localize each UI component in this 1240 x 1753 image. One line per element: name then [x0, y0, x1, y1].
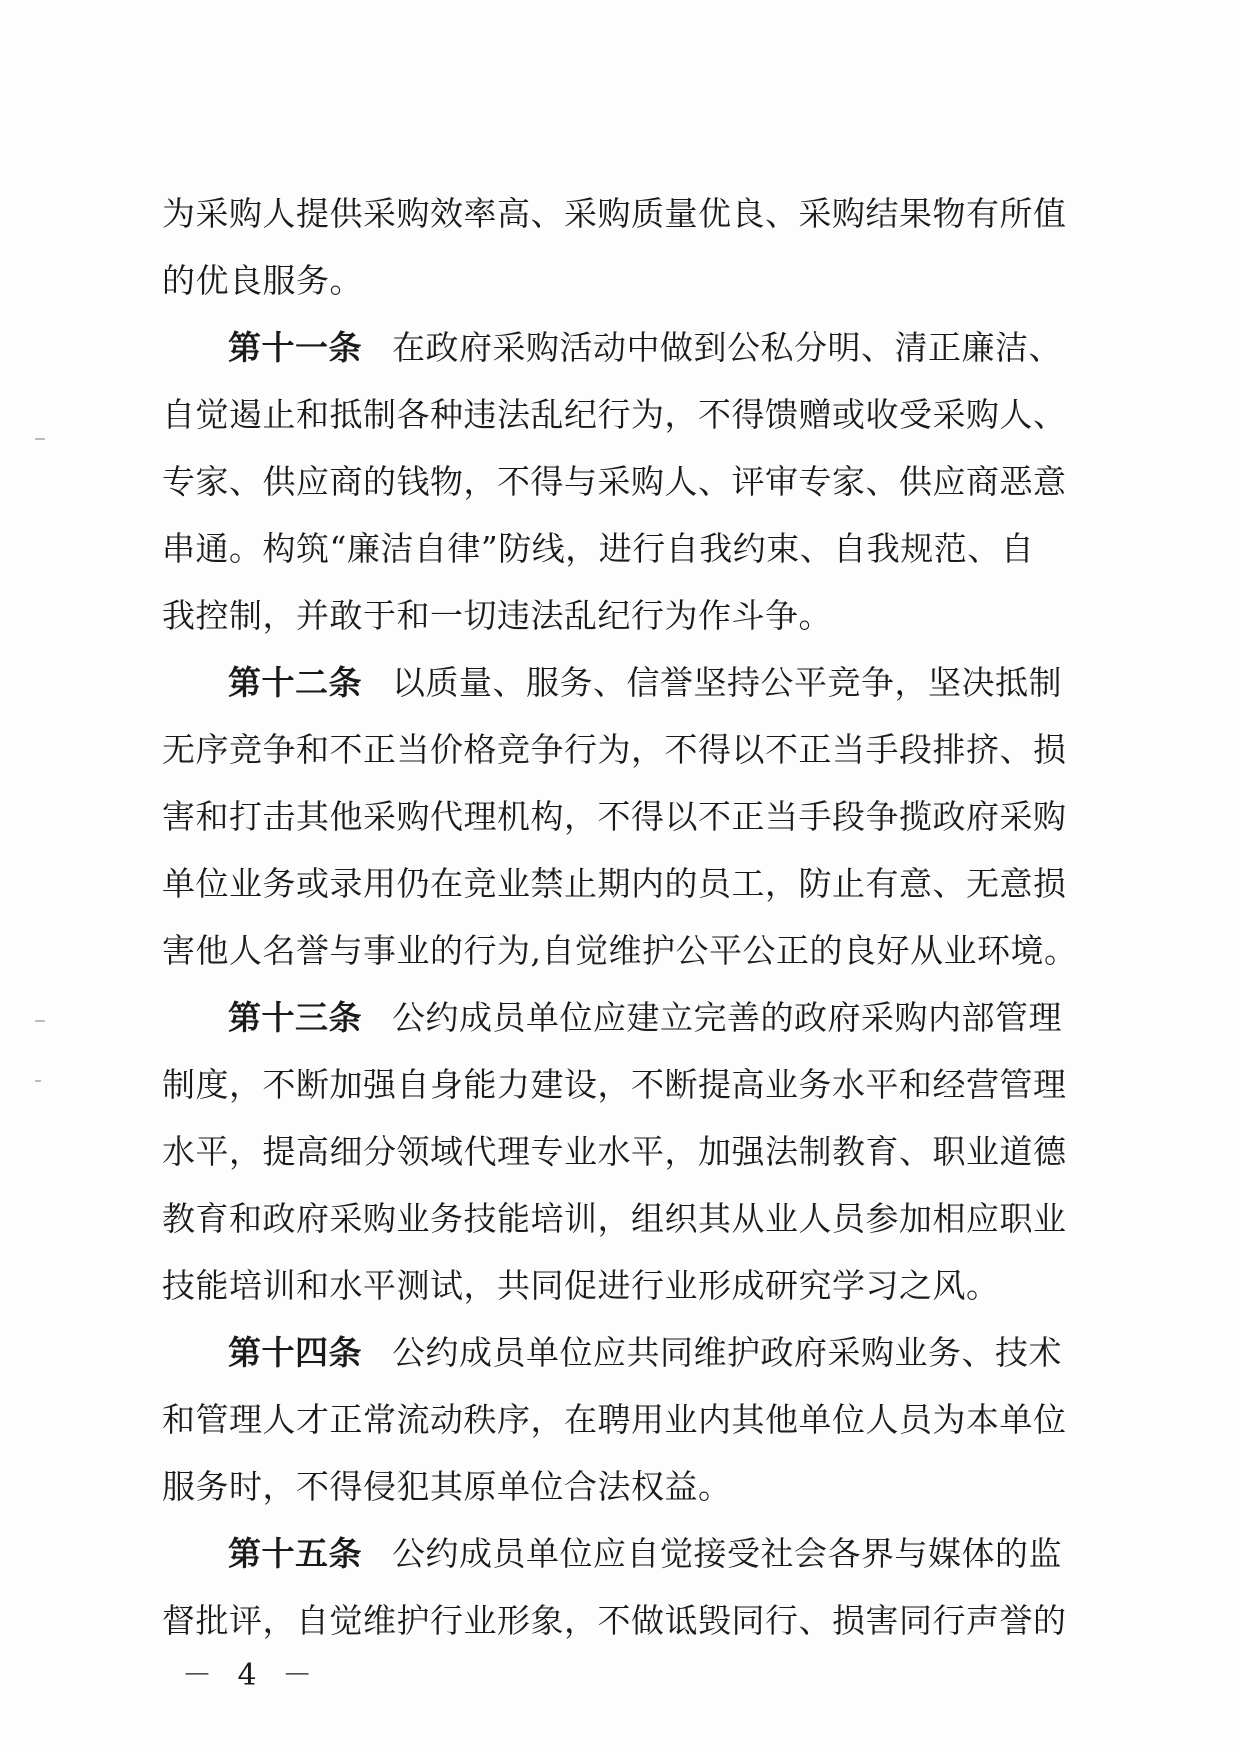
page-number: － 4 －: [182, 1658, 321, 1693]
line-text: 在政府采购活动中做到公私分明、清正廉洁、: [392, 328, 1062, 367]
article-first-line: [162, 314, 1072, 381]
line-text: 的优良服务。: [162, 261, 363, 300]
line-text: 公约成员单位应自觉接受社会各界与媒体的监: [392, 1534, 1062, 1573]
line-text: 害和打击其他采购代理机构，不得以不正当手段争揽政府采购: [162, 797, 1067, 836]
line-text: 无序竞争和不正当价格竞争行为，不得以不正当手段排挤、损: [162, 730, 1067, 769]
line-text: 为采购人提供采购效率高、采购质量优良、采购结果物有所值: [162, 194, 1067, 233]
text-line: [162, 1587, 1072, 1654]
text-line: [162, 247, 1072, 314]
scan-speck: [35, 1020, 45, 1022]
text-line: [162, 1051, 1072, 1118]
line-text: 督批评，自觉维护行业形象，不做诋毁同行、损害同行声誉的: [162, 1601, 1067, 1640]
document-body: [162, 180, 1078, 1654]
text-line: [162, 515, 1072, 582]
text-line: [162, 1252, 1072, 1319]
line-text: 制度，不断加强自身能力建设，不断提高业务水平和经营管理: [162, 1065, 1067, 1104]
text-line: [162, 783, 1072, 850]
line-text: 教育和政府采购业务技能培训，组织其从业人员参加相应职业: [162, 1199, 1067, 1238]
text-line: [162, 180, 1072, 247]
line-text: 公约成员单位应建立完善的政府采购内部管理: [392, 998, 1062, 1037]
line-text: 技能培训和水平测试，共同促进行业形成研究学习之风。: [162, 1266, 1000, 1305]
line-text: 单位业务或录用仍在竞业禁止期内的员工，防止有意、无意损: [162, 864, 1067, 903]
text-line: [162, 1118, 1072, 1185]
line-text: 专家、供应商的钱物，不得与采购人、评审专家、供应商恶意: [162, 462, 1067, 501]
article-number: 第十二条: [228, 663, 362, 702]
text-line: [162, 381, 1072, 448]
article-first-line: [162, 1520, 1072, 1587]
text-line: [162, 1386, 1072, 1453]
text-line: [162, 582, 1072, 649]
text-line: [162, 1185, 1072, 1252]
scan-speck: [35, 1080, 41, 1082]
article-number: 第十四条: [228, 1333, 362, 1372]
text-line: [162, 850, 1072, 917]
line-text: 公约成员单位应共同维护政府采购业务、技术: [392, 1333, 1062, 1372]
text-line: [162, 917, 1078, 984]
line-text: 服务时，不得侵犯其原单位合法权益。: [162, 1467, 732, 1506]
article-first-line: [162, 1319, 1072, 1386]
line-text: 自觉遏止和抵制各种违法乱纪行为，不得馈赠或收受采购人、: [162, 395, 1067, 434]
article-first-line: [162, 649, 1072, 716]
article-first-line: [162, 984, 1072, 1051]
text-line: [162, 1453, 1072, 1520]
article-number: 第十三条: [228, 998, 362, 1037]
scan-speck: [35, 438, 45, 440]
article-number: 第十五条: [228, 1534, 362, 1573]
text-line: [162, 716, 1072, 783]
line-text: 水平，提高细分领域代理专业水平，加强法制教育、职业道德: [162, 1132, 1067, 1171]
article-number: 第十一条: [228, 328, 362, 367]
line-text: 串通。构筑“廉洁自律”防线，进行自我约束、自我规范、自: [162, 529, 1035, 568]
line-text: 以质量、服务、信誉坚持公平竞争，坚决抵制: [392, 663, 1062, 702]
line-text: 我控制，并敢于和一切违法乱纪行为作斗争。: [162, 596, 832, 635]
line-text: 和管理人才正常流动秩序，在聘用业内其他单位人员为本单位: [162, 1400, 1067, 1439]
text-line: [162, 448, 1072, 515]
line-text: 害他人名誉与事业的行为,自觉维护公平公正的良好从业环境。: [162, 931, 1078, 970]
